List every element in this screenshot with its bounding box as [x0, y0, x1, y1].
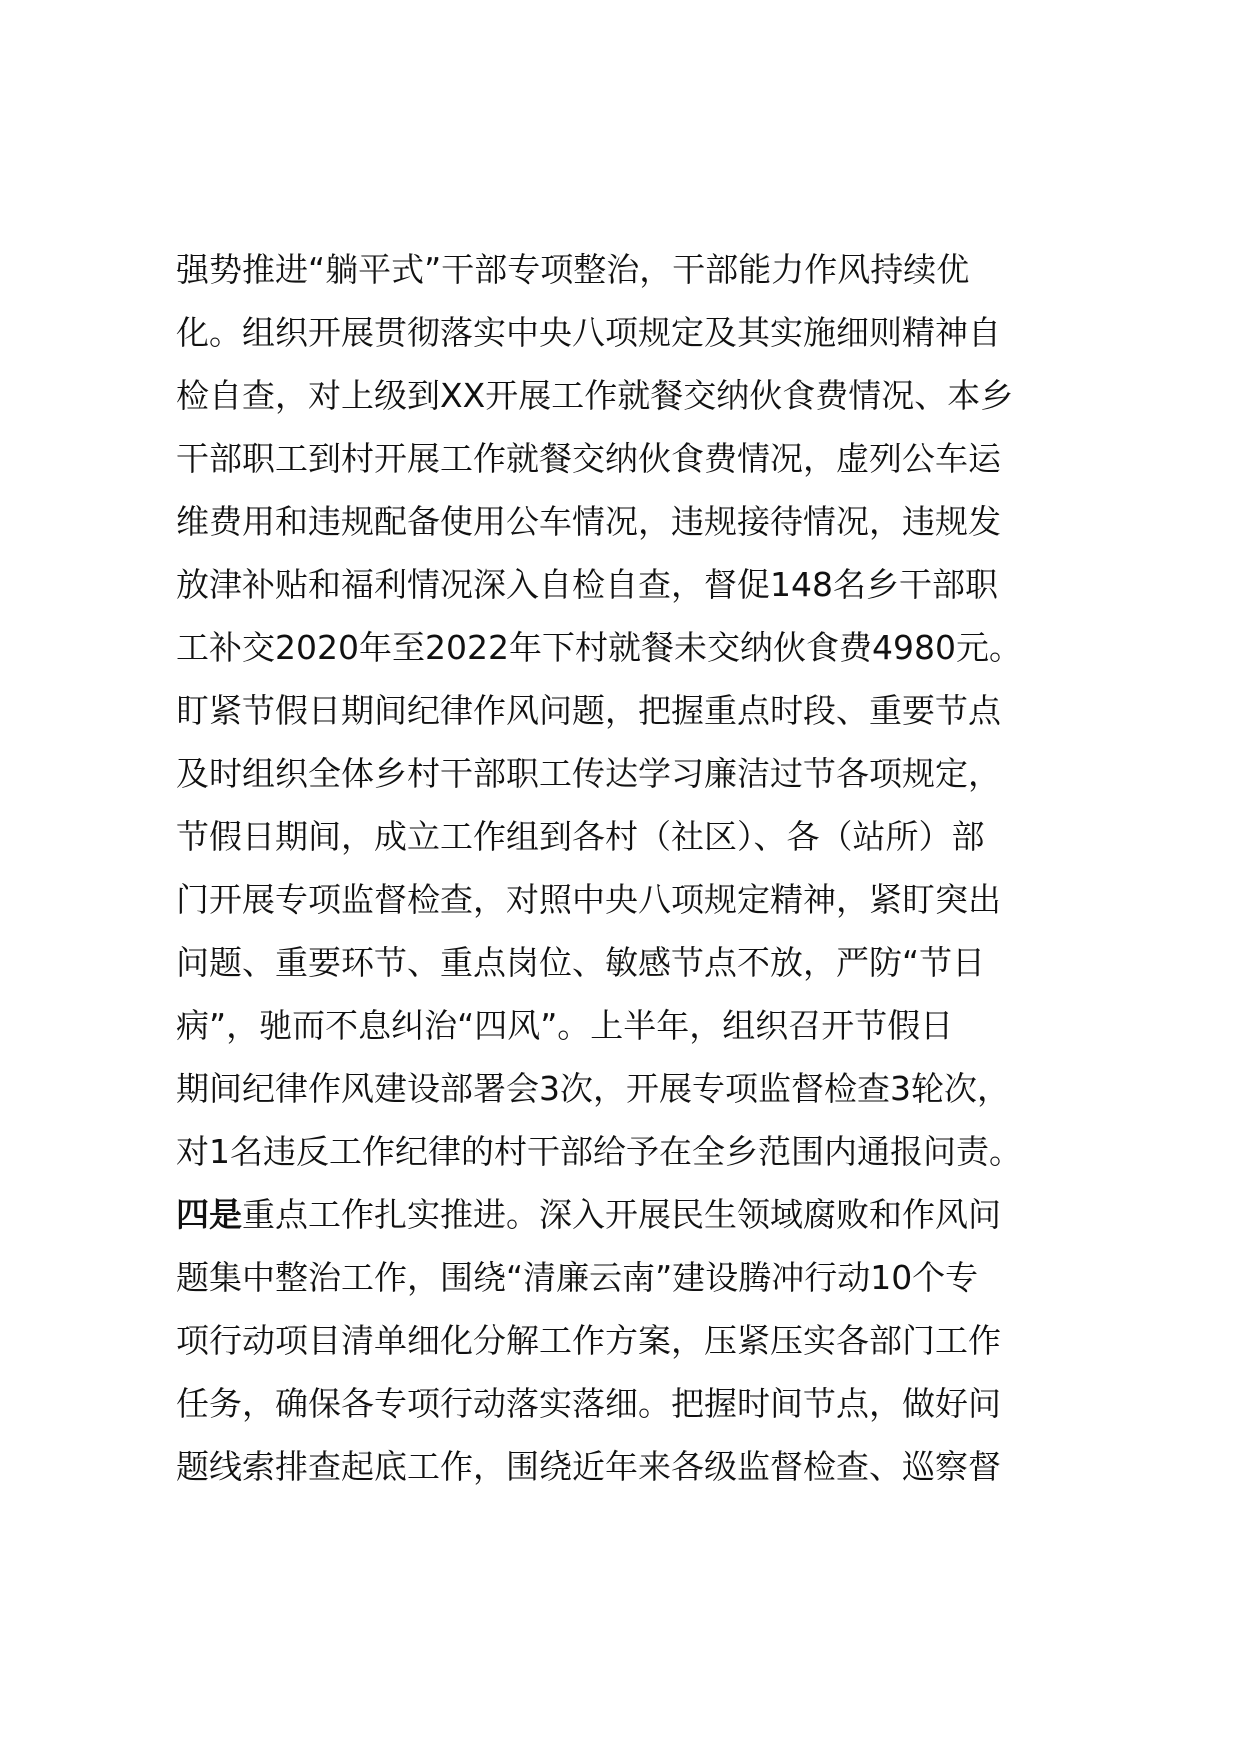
text-line: 对1名违反工作纪律的村干部给予在全乡范围内通报问责。 [176, 1132, 1022, 1171]
section-four-first-line [176, 1183, 1096, 1246]
section-four-heading: 四是 [176, 1195, 242, 1234]
text-line: 节假日期间，成立工作组到各村（社区）、各（站所）部 [176, 817, 985, 856]
text-line: 强势推进“躺平式”干部专项整治，干部能力作风持续优 [176, 250, 970, 289]
text-line: 及时组织全体乡村干部职工传达学习廉洁过节各项规定， [176, 754, 1001, 793]
text-line: 放津补贴和福利情况深入自检自查，督促148名乡干部职 [176, 565, 998, 604]
text-line: 门开展专项监督检查，对照中央八项规定精神，紧盯突出 [176, 880, 1001, 919]
text-line: 题集中整治工作，围绕“清廉云南”建设腾冲行动10个专 [176, 1258, 979, 1297]
text-line: 题线索排查起底工作，围绕近年来各级监督检查、巡察督 [176, 1447, 1001, 1486]
text-line: 项行动项目清单细化分解工作方案，压紧压实各部门工作 [176, 1321, 1001, 1360]
text-line: 期间纪律作风建设部署会3次，开展专项监督检查3轮次， [176, 1069, 1010, 1108]
text-line: 盯紧节假日期间纪律作风问题，把握重点时段、重要节点 [176, 691, 1001, 730]
text-line: 维费用和违规配备使用公车情况，违规接待情况，违规发 [176, 502, 1001, 541]
text-line: 工补交2020年至2022年下村就餐未交纳伙食费4980元。 [176, 628, 1022, 667]
section-four-lead-text: 重点工作扎实推进。深入开展民生领域腐败和作风问 [242, 1195, 1001, 1234]
text-line: 化。组织开展贯彻落实中央八项规定及其实施细则精神自 [176, 313, 1001, 352]
body-paragraphs [176, 238, 1096, 1498]
text-line: 干部职工到村开展工作就餐交纳伙食费情况，虚列公车运 [176, 439, 1001, 478]
text-line: 问题、重要环节、重点岗位、敏感节点不放，严防“节日 [176, 943, 986, 982]
text-line: 任务，确保各专项行动落实落细。把握时间节点，做好问 [176, 1384, 1001, 1423]
text-line: 病”，驰而不息纠治“四风”。上半年，组织召开节假日 [176, 1006, 954, 1045]
text-line: 检自查，对上级到XX开展工作就餐交纳伙食费情况、本乡 [176, 376, 1014, 415]
